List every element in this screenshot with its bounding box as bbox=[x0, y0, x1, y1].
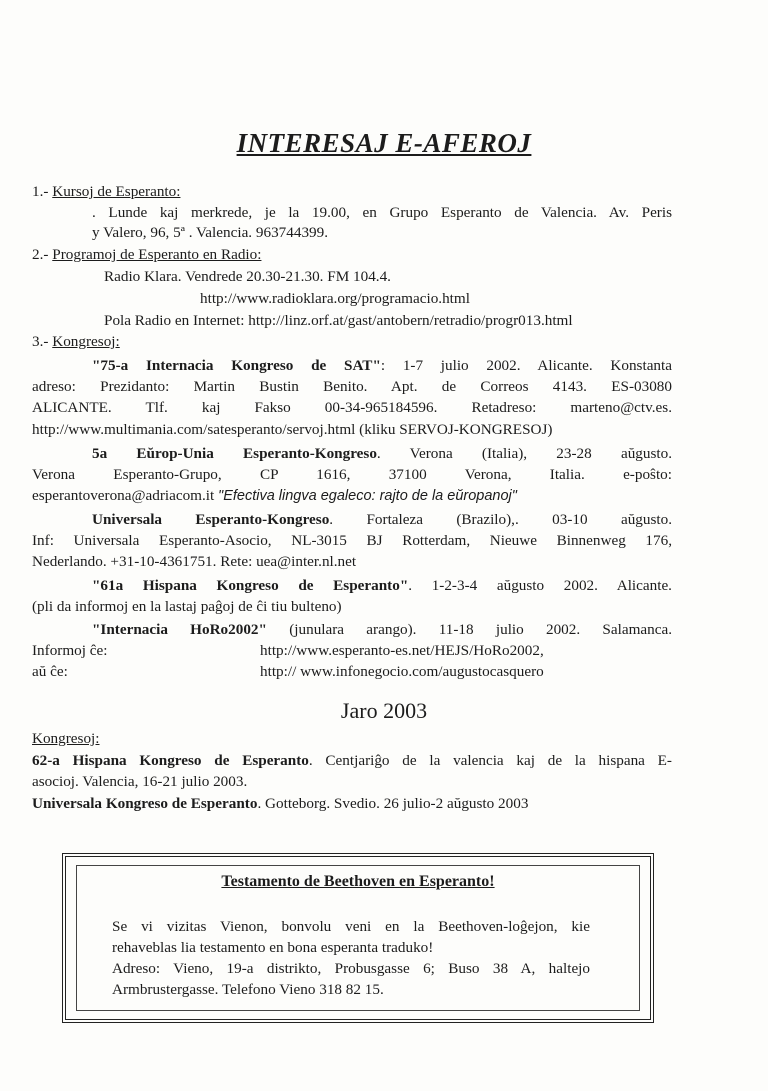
year-heading: Jaro 2003 bbox=[340, 698, 428, 723]
section-4-heading: Kongresoj: bbox=[32, 730, 100, 747]
section-title: Programoj de Esperanto en Radio: bbox=[52, 246, 262, 263]
congress-5-link-2: http:// www.infonegocio.com/augustocasquero bbox=[260, 663, 544, 680]
section-number: 1.- bbox=[32, 183, 49, 200]
congress-3-line-2: Inf: Universala Esperanto-Asocio, NL-3015 BJ Rotterdam, Nieuwe Binnenweg 176, bbox=[32, 532, 672, 549]
congress-name: "75-a Internacia Kongreso de SAT" bbox=[92, 357, 381, 374]
box-line-3: Adreso: Vieno, 19-a distrikto, Probusgasse 6; Buso 38 A, haltejo bbox=[112, 960, 590, 977]
congress-5-alt-label: aŭ ĉe: bbox=[32, 663, 68, 680]
congress-2-line-2: Verona Esperanto-Grupo, CP 1616, 37100 Verona, Italia. e-poŝto: bbox=[32, 466, 672, 483]
congress-1-line-4: http://www.multimania.com/satesperanto/servoj.html (kliku SERVOJ-KONGRESOJ) bbox=[32, 421, 553, 438]
radio-line-1: Radio Klara. Vendrede 20.30-21.30. FM 104.4. bbox=[104, 268, 391, 285]
section-number: 3.- bbox=[32, 333, 49, 350]
section-2-heading bbox=[32, 245, 261, 264]
box-line-1: Se vi vizitas Vienon, bonvolu veni en la Beethoven-loĝejon, kie bbox=[112, 918, 590, 935]
section-title: Kongresoj: bbox=[52, 333, 120, 350]
congress-2003-a-line-2: asocioj. Valencia, 16-21 julio 2003. bbox=[32, 773, 248, 790]
congress-name: 62-a Hispana Kongreso de Esperanto bbox=[32, 752, 309, 769]
page-title: INTERESAJ E-AFEROJ bbox=[236, 128, 532, 158]
congress-4-line-2: (pli da informoj en la lastaj paĝoj de ĉi tiu bulteno) bbox=[32, 598, 342, 615]
course-line-1: . Lunde kaj merkrede, je la 19.00, en Grupo Esperanto de Valencia. Av. Peris bbox=[92, 204, 672, 221]
box-line-2: rehaveblas lia testamento en bona esperanta traduko! bbox=[112, 939, 434, 956]
congress-1-line-3: ALICANTE. Tlf. kaj Fakso 00-34-965184596. Retadreso: marteno@ctv.es. bbox=[32, 399, 672, 416]
congress-5-line-1: "Internacia HoRo2002" (junulara arango). 11-18 julio 2002. Salamanca. bbox=[92, 621, 672, 638]
section-number: 2.- bbox=[32, 246, 49, 263]
congress-4-line-1: "61a Hispana Kongreso de Esperanto". 1-2-3-4 aŭgusto 2002. Alicante. bbox=[92, 577, 672, 594]
congress-5-link-1: http://www.esperanto-es.net/HEJS/HoRo2002, bbox=[260, 642, 544, 659]
congress-1-line-2: adreso: Prezidanto: Martin Bustin Benito. Apt. de Correos 4143. ES-03080 bbox=[32, 378, 672, 395]
motto-text: "Efectiva lingva egaleco: rajto de la eŭropanoj" bbox=[218, 488, 517, 504]
congress-name: Universala Esperanto-Kongreso bbox=[92, 511, 330, 528]
radio-line-3: Pola Radio en Internet: http://linz.orf.at/gast/antobern/retradio/progr013.html bbox=[104, 312, 573, 329]
congress-name: 5a Eŭrop-Unia Esperanto-Kongreso bbox=[92, 445, 377, 462]
congress-1-line-1: "75-a Internacia Kongreso de SAT": 1-7 julio 2002. Alicante. Konstanta bbox=[92, 357, 672, 374]
congress-2003-a-line-1: 62-a Hispana Kongreso de Esperanto. Centjariĝo de la valencia kaj de la hispana E- bbox=[32, 752, 672, 769]
congress-name: "Internacia HoRo2002" bbox=[92, 621, 267, 638]
section-1-heading bbox=[32, 182, 180, 201]
congress-3-line-3: Nederlando. +31-10-4361751. Rete: uea@inter.nl.net bbox=[32, 553, 357, 570]
congress-name: "61a Hispana Kongreso de Esperanto" bbox=[92, 577, 409, 594]
box-line-4: Armbrustergasse. Telefono Vieno 318 82 15. bbox=[112, 981, 384, 998]
radio-link-1: http://www.radioklara.org/programacio.html bbox=[200, 290, 470, 307]
congress-2003-b-line-1: Universala Kongreso de Esperanto. Gotteborg. Svedio. 26 julio-2 aŭgusto 2003 bbox=[32, 795, 529, 812]
box-title: Testamento de Beethoven en Esperanto! bbox=[221, 873, 495, 890]
congress-3-line-1: Universala Esperanto-Kongreso. Fortaleza (Brazilo),. 03-10 aŭgusto. bbox=[92, 511, 673, 528]
beethoven-notice-box bbox=[62, 853, 654, 1023]
congress-2-line-1: 5a Eŭrop-Unia Esperanto-Kongreso. Verona (Italia), 23-28 aŭgusto. bbox=[92, 445, 672, 462]
congress-2-line-3: esperantoverona@adriacom.it "Efectiva lingva egaleco: rajto de la eŭropanoj" bbox=[32, 487, 517, 504]
section-title: Kursoj de Esperanto: bbox=[52, 183, 181, 200]
congress-name: Universala Kongreso de Esperanto bbox=[32, 795, 258, 812]
congress-5-info-label: Informoj ĉe: bbox=[32, 642, 108, 659]
section-3-heading bbox=[32, 332, 120, 351]
course-line-2: y Valero, 96, 5ª . Valencia. 963744399. bbox=[92, 224, 329, 241]
